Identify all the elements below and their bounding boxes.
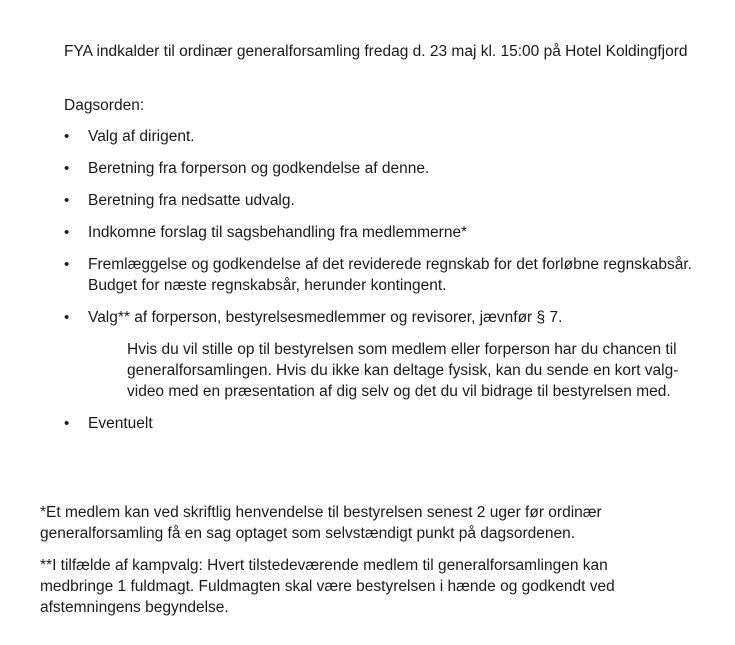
agenda-heading: Dagsorden: [64,97,145,114]
agenda-item [64,307,704,328]
agenda-item-text: Beretning fra nedsatte udvalg. [88,192,295,209]
meeting-invitation-text: FYA indkalder til ordinær generalforsamling fredag d. 23 maj kl. 15:00 på Hotel Koldingfjord [64,43,688,60]
agenda-item [64,222,704,243]
agenda-item [64,126,704,147]
agenda-item-text: Beretning fra forperson og godkendelse af denne. [88,160,430,177]
bullet-icon: • [64,160,70,177]
bullet-icon: • [64,415,70,432]
agenda-item [64,158,704,179]
agenda-item [64,190,704,211]
agenda-item-text: Valg af dirigent. [88,128,195,145]
agenda-item-text: Fremlæggelse og godkendelse af det reviderede regnskab for det forløbne regnskabsår. Budget for næste regnskabsår, herunder kontingent. [88,256,692,294]
bullet-icon: • [64,256,70,273]
agenda-item-text: Valg** af forperson, bestyrelsesmedlemmer og revisorer, jævnfør § 7. [88,309,563,326]
board-candidacy-note [64,339,704,402]
bullet-icon: • [64,192,70,209]
footnote-proxy-vote: **I tilfælde af kampvalg: Hvert tilstedeværende medlem til generalforsamlingen kan medbringe 1 fuldmagt. Fuldmagten skal være bestyrelsen i hænde og godkendt ved afstemningens begyndelse. [40,557,615,616]
bullet-icon: • [64,128,70,145]
footnote-proposals: *Et medlem kan ved skriftlig henvendelse til bestyrelsen senest 2 uger før ordinær generalforsamling få en sag optaget som selvstændigt punkt på dagsordenen. [40,504,602,542]
bullet-icon: • [64,309,70,326]
board-candidacy-note-text: Hvis du vil stille op til bestyrelsen som medlem eller forperson har du chancen til generalforsamlingen. Hvis du ikke kan deltage fysisk, kan du sende en kort valg-video med en præsentation af dig selv og det du vil bidrage til bestyrelsen med. [127,341,679,400]
agenda-item [64,413,704,434]
footnotes [40,502,680,629]
agenda-item-text: Eventuelt [88,415,153,432]
agenda-item [64,254,704,296]
bullet-icon: • [64,224,70,241]
agenda-item-text: Indkomne forslag til sagsbehandling fra medlemmerne* [88,224,468,241]
agenda-list [64,126,704,445]
